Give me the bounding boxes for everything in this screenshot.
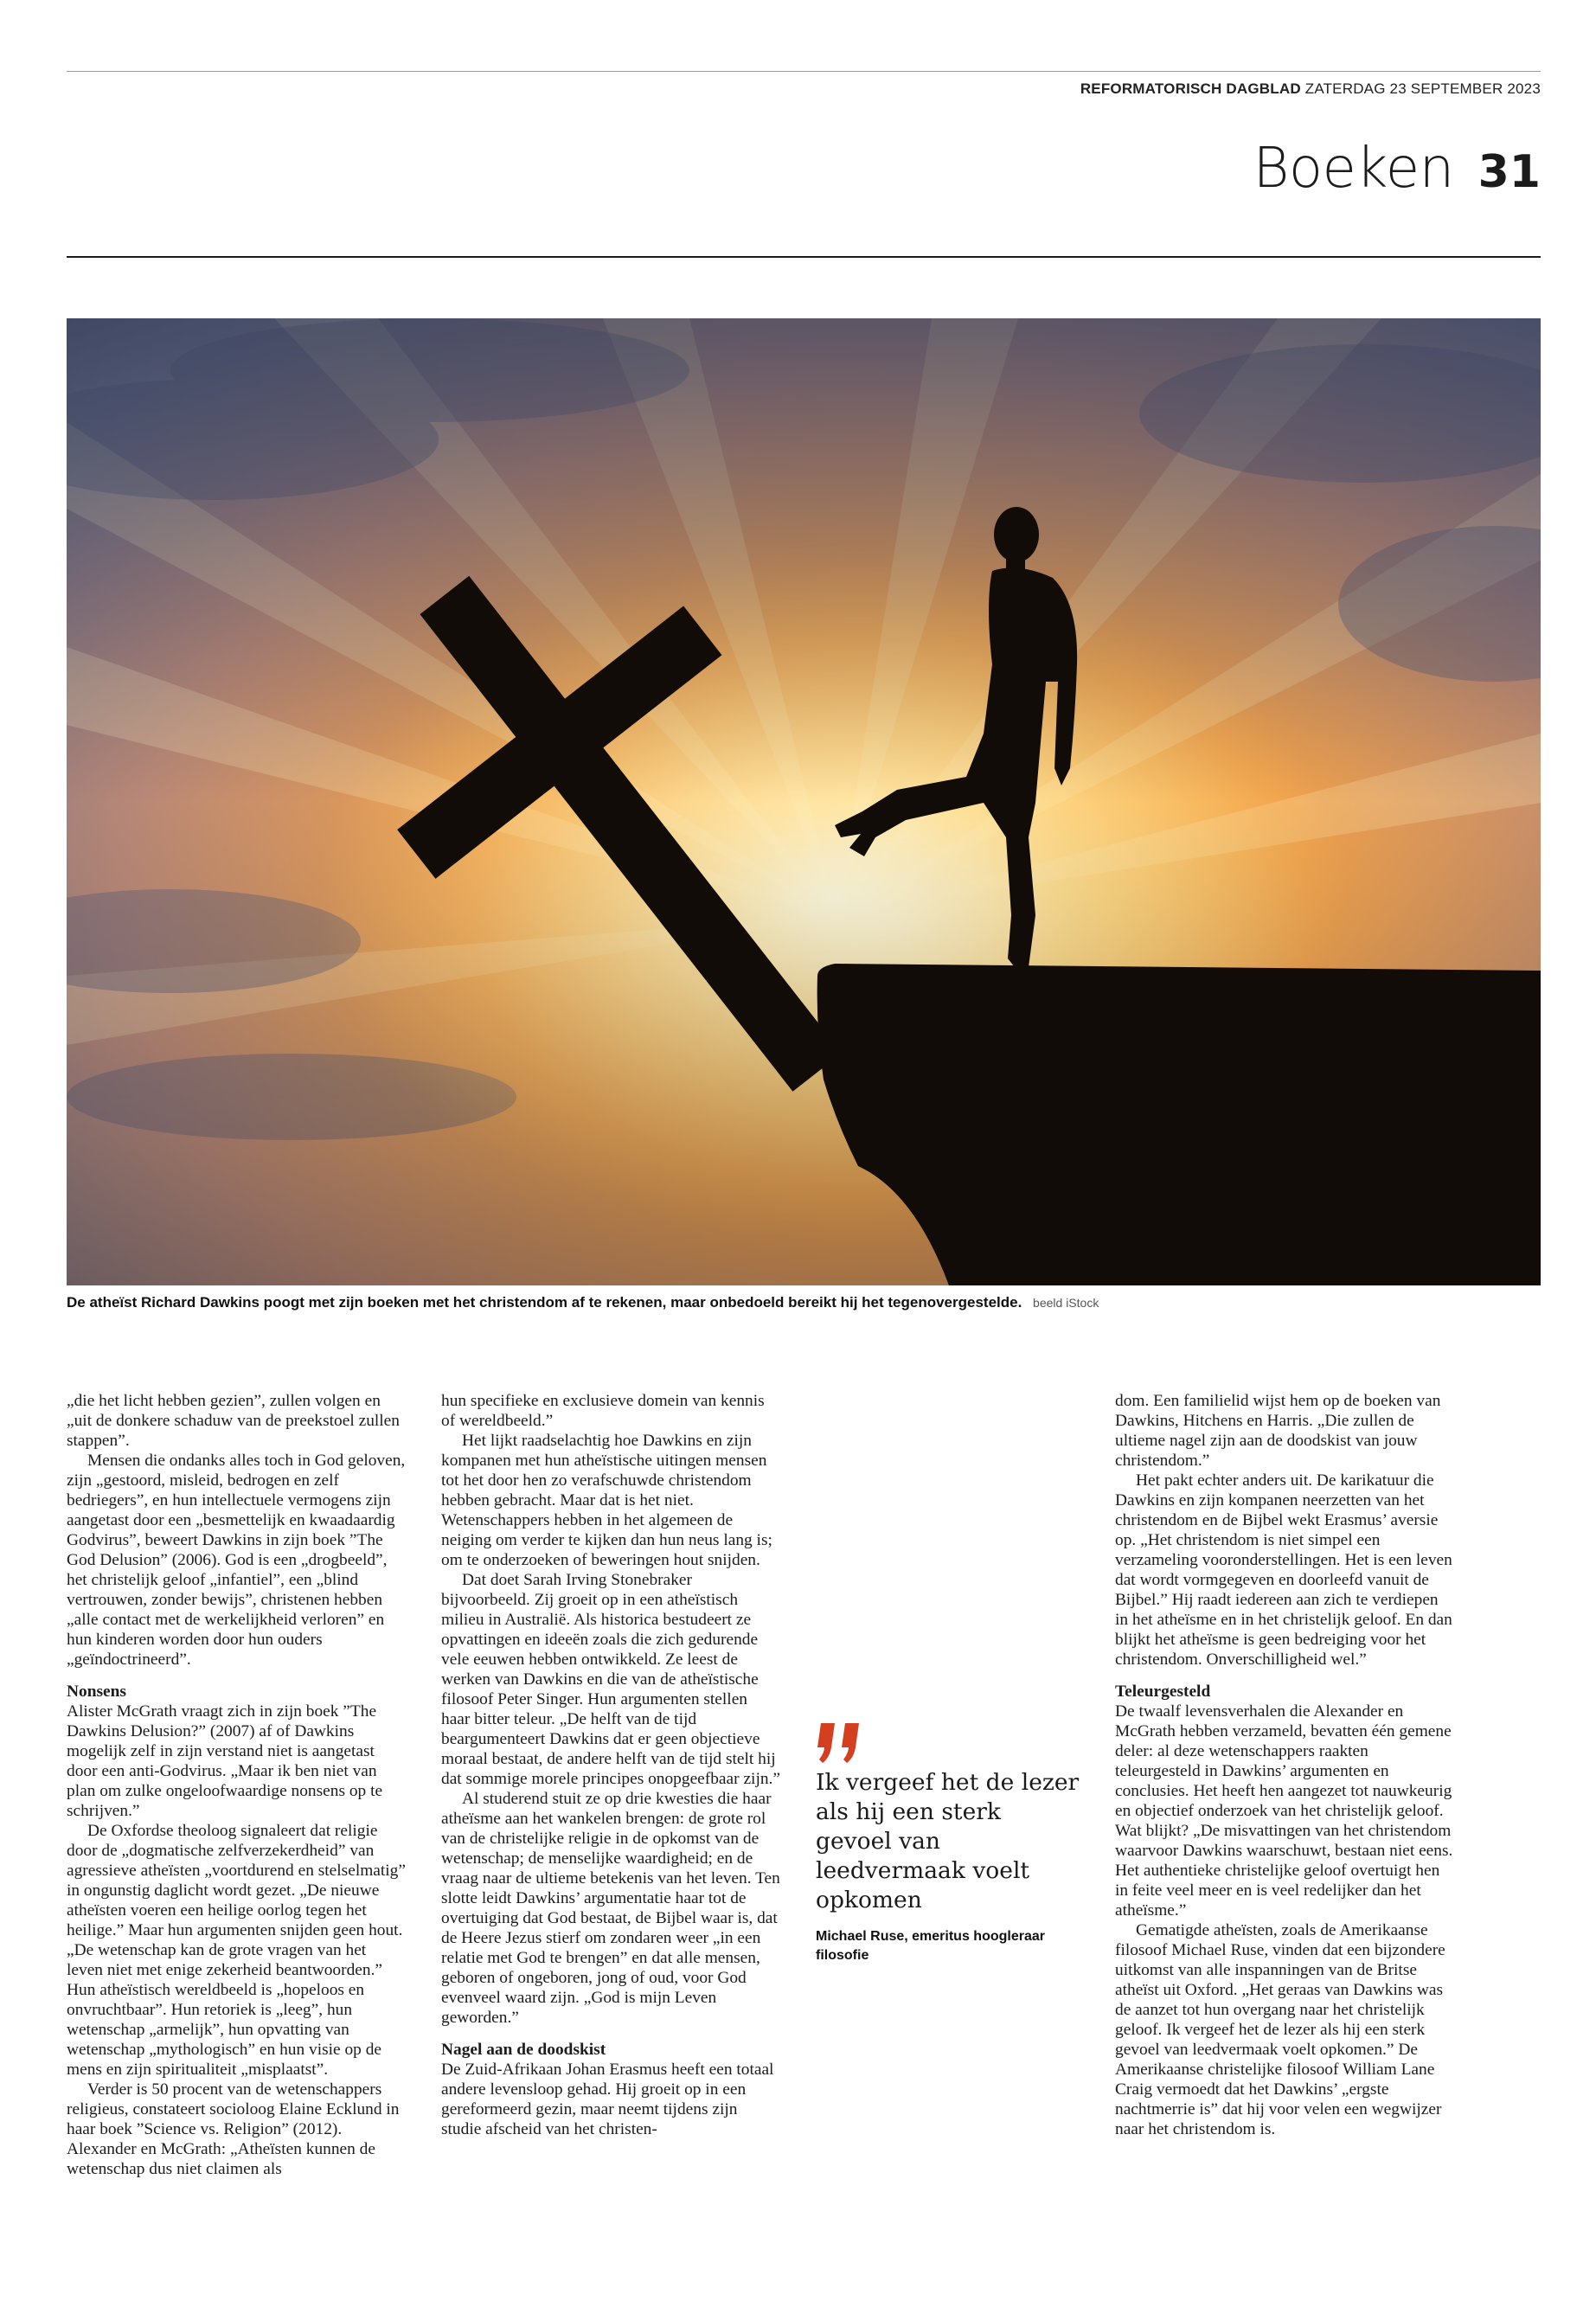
article-photo <box>67 318 1541 1285</box>
article-column-2 <box>441 1391 780 2139</box>
pull-quote-source: Michael Ruse, emeritus hoogleraar filosofie <box>816 1929 1045 1963</box>
pull-quote-text: Ik vergeef het de lezer als hij een sterk gevoel van leedvermaak voelt opkomen <box>816 1769 1080 1913</box>
article-column-4 <box>1115 1391 1454 2139</box>
masthead-date: ZATERDAG 23 SEPTEMBER 2023 <box>1304 80 1541 97</box>
paragraph: Gematigde atheïsten, zoals de Amerikaanse filosoof Michael Ruse, vinden dat een bijzondere uitkomst van alle inspanningen van de Britse atheïst uit Oxford. „Het geraas van Dawkins was de aanzet tot hun overgang naar het christelijk geloof. Ik vergeef het de lezer als hij een sterk gevoel van leedvermaak voelt opkomen.” De Amerikaanse christelijke filosoof William Lane Craig vermoedt dat het Dawkins’ „ergste nachtmerrie is” dat hij voor velen een wegwijzer naar het christendom is. <box>1115 1921 1445 2138</box>
paragraph: dom. Een familielid wijst hem op de boeken van Dawkins, Hitchens en Harris. „Die zullen de ultieme nagel zijn aan de doodskist van jouw christendom.” <box>1115 1392 1441 1470</box>
paragraph: „die het licht hebben gezien”, zullen volgen en „uit de donkere schaduw van de preekstoel zullen stappen”. <box>67 1392 400 1450</box>
masthead <box>1080 80 1541 98</box>
subheading-nagel: Nagel aan de doodskist <box>441 2041 606 2059</box>
top-rule <box>67 71 1541 72</box>
paragraph: Al studerend stuit ze op drie kwesties die haar atheïsme aan het wankelen brengen: de grote rol van de christelijke religie in de opkomst van de wetenschap; de menselijke waardigheid; en de vraag naar de ultieme betekenis van het leven. Ten slotte leidt Dawkins’ argumentatie haar tot de overtuiging dat God bestaat, de Bijbel waar is, dat de Heere Jezus stierf om zondaren weer „in een relatie met God te brengen” en dat alle mensen, geboren of ongeboren, jong of oud, voor God evenveel waard zijn. „God is mijn Leven geworden.” <box>441 1790 780 2027</box>
paragraph: Alister McGrath vraagt zich in zijn boek ”The Dawkins Delusion?” (2007) af of Dawkins mogelijk zelf in zijn verstand niet is aangetast door een anti-Godvirus. „Maar ik ben niet van plan om zulke ongeloofwaardige nonsens op te schrijven.” <box>67 1702 383 1820</box>
pull-quote <box>816 1723 1080 1965</box>
article-column-1 <box>67 1391 406 2179</box>
caption-text: De atheïst Richard Dawkins poogt met zijn boeken met het christendom af te rekenen, maar onbedoeld bereikt hij het tegenovergestelde. <box>67 1294 1022 1311</box>
section-name: Boeken <box>1253 137 1454 201</box>
quote-mark-icon <box>816 1723 868 1765</box>
masthead-paper-name: REFORMATORISCH DAGBLAD <box>1080 80 1301 97</box>
paragraph: Dat doet Sarah Irving Stonebraker bijvoorbeeld. Zij groeit op in een atheïstisch milieu in Australië. Als historica bestudeert ze opvattingen en ideeën zoals die zich gedurende vele eeuwen hebben ontwikkeld. Ze leest de werken van Dawkins en die van de atheïstische filosoof Peter Singer. Hun argumenten stellen haar bitter teleur. „De helft van de tijd beargumenteert Dawkins dat er geen objectieve moraal bestaat, de andere helft van de tijd stelt hij dat sommige morele principes onopgeefbaar zijn.” <box>441 1571 780 1788</box>
paragraph: Het lijkt raadselachtig hoe Dawkins en zijn kompanen met hun atheïstische uitingen mensen tot het door hen zo verafschuwde christendom hebben gebracht. Maar dat is het niet. Wetenschappers hebben in het algemeen de neiging om verder te kijken dan hun neus lang is; om te onderzoeken of beweringen hout snijden. <box>441 1432 772 1569</box>
photo-illustration <box>67 318 1541 1285</box>
section-header <box>1253 137 1541 201</box>
page-number: 31 <box>1477 146 1541 198</box>
section-rule <box>67 256 1541 258</box>
paragraph: Mensen die ondanks alles toch in God geloven, zijn „gestoord, misleid, bedrogen en zelf bedriegers”, en hun intellectuele vermogens zijn aangetast door een „besmettelijk en kwaadaardig Godvirus”, beweert Dawkins in zijn boek ”The God Delusion” (2006). God is een „drogbeeld”, het christelijk geloof „infantiel”, een „blind vertrouwen, zonder bewijs”, christenen hebben „alle contact met de werkelijkheid verloren” en hun kinderen worden door hun ouders „geïndoctrineerd”. <box>67 1452 406 1669</box>
paragraph: Het pakt echter anders uit. De karikatuur die Dawkins en zijn kompanen neerzetten van het christendom en de Bijbel wekt Erasmus’ aversie op. „Het christendom is niet simpel een verzameling vooronderstellingen. Het is een leven dat wordt vormgegeven en doorleefd vanuit de Bijbel.” Hij raadt iedereen aan zich te verdiepen in het atheïsme en in het christelijk geloof. En dan blijkt het atheïsme is geen bedreiging voor het christendom. Onverschilligheid wel.” <box>1115 1471 1452 1669</box>
subheading-nonsens: Nonsens <box>67 1682 126 1701</box>
paragraph: Verder is 50 procent van de wetenschappers religieus, constateert socioloog Elaine Ecklund in haar boek ”Science vs. Religion” (2012). Alexander en McGrath: „Atheïsten kunnen de wetenschap dus niet claimen als <box>67 2080 400 2178</box>
subheading-teleurgesteld: Teleurgesteld <box>1115 1682 1211 1701</box>
paragraph: De Oxfordse theoloog signaleert dat religie door de „dogmatische zelfverzekerdheid” van agressieve atheïsten „voortdurend en stelselmatig” in ongunstig daglicht wordt gezet. „De nieuwe atheïsten voeren een heilige oorlog tegen het heilige.” Maar hun argumenten snijden geen hout. „De wetenschap kan de grote vragen van het leven niet met enige zekerheid beantwoorden.” Hun atheïstisch wereldbeeld is „hopeloos en onvruchtbaar”. Hun retoriek is „leeg”, hun wetenschap „armelijk”, hun opvatting van wetenschap „mythologisch” en hun visie op de mens en zijn spiritualiteit „misplaatst”. <box>67 1822 406 2079</box>
photo-credit: beeld iStock <box>1033 1296 1099 1310</box>
paragraph: De Zuid-Afrikaan Johan Erasmus heeft een totaal andere levensloop gehad. Hij groeit op in een gereformeerd gezin, maar neemt tijdens zijn studie afscheid van het christen- <box>441 2061 774 2138</box>
paragraph: De twaalf levensverhalen die Alexander en McGrath hebben verzameld, bevatten één gemene deler: al deze wetenschappers raakten teleurgesteld in Dawkins’ argumenten en conclusies. Het heeft hen aangezet tot nauwkeurig en objectief onderzoek van het christelijk geloof. Wat blijkt? „De misvattingen van het christendom waarvoor Dawkins waarschuwt, bestaan niet eens. Het authentieke christelijke geloof overtuigt hen in feite veel meer en is veel redelijker dan het atheïsme.” <box>1115 1702 1453 1920</box>
photo-caption <box>67 1292 1541 1313</box>
paragraph: hun specifieke en exclusieve domein van kennis of wereldbeeld.” <box>441 1392 765 1430</box>
